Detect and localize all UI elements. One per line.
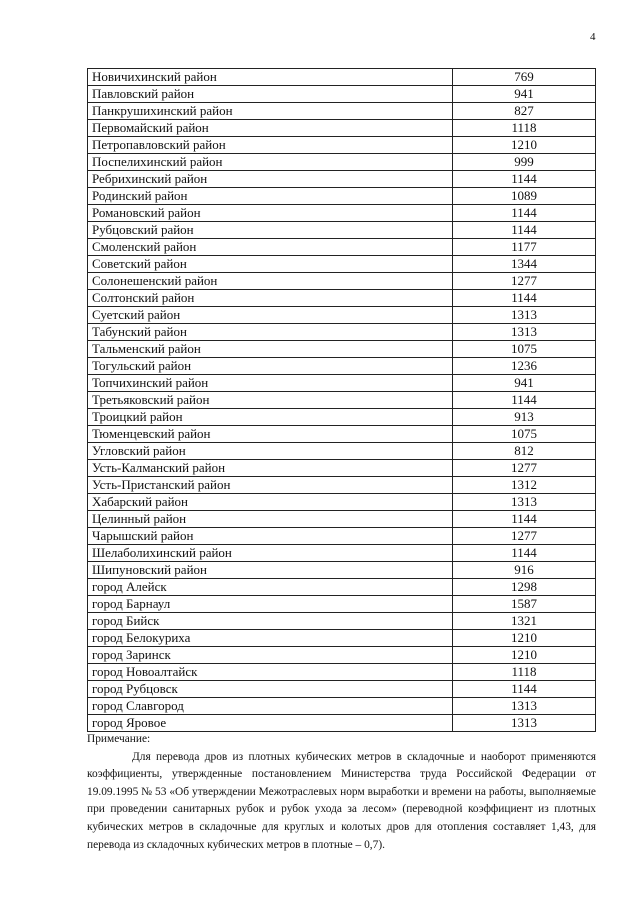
district-value-cell: 1313 (453, 715, 596, 732)
district-name-cell: Смоленский район (88, 239, 453, 256)
district-value-cell: 916 (453, 562, 596, 579)
district-name-cell: город Яровое (88, 715, 453, 732)
district-value-cell: 999 (453, 154, 596, 171)
district-value-cell: 1144 (453, 681, 596, 698)
note-title: Примечание: (87, 733, 151, 745)
table-row (88, 375, 596, 392)
table-row (88, 392, 596, 409)
table-row (88, 409, 596, 426)
table-row (88, 664, 596, 681)
district-value-cell: 1344 (453, 256, 596, 273)
district-name-cell: город Новоалтайск (88, 664, 453, 681)
district-name-cell: Троицкий район (88, 409, 453, 426)
district-name-cell: Усть-Калманский район (88, 460, 453, 477)
table-row (88, 205, 596, 222)
district-value-cell: 1321 (453, 613, 596, 630)
table-row (88, 103, 596, 120)
table-row (88, 69, 596, 86)
district-name-cell: Поспелихинский район (88, 154, 453, 171)
district-name-cell: Суетский район (88, 307, 453, 324)
district-name-cell: город Бийск (88, 613, 453, 630)
table-row (88, 137, 596, 154)
district-value-cell: 1277 (453, 273, 596, 290)
district-name-cell: Третьяковский район (88, 392, 453, 409)
district-name-cell: город Славгород (88, 698, 453, 715)
table-row (88, 273, 596, 290)
district-name-cell: Петропавловский район (88, 137, 453, 154)
table-row (88, 426, 596, 443)
district-name-cell: Табунский район (88, 324, 453, 341)
note-section (87, 731, 596, 854)
table-row (88, 222, 596, 239)
district-value-cell: 1144 (453, 171, 596, 188)
district-value-cell: 1144 (453, 392, 596, 409)
district-value-cell: 1144 (453, 205, 596, 222)
table-row (88, 86, 596, 103)
table-row (88, 324, 596, 341)
district-value-cell: 1587 (453, 596, 596, 613)
table-row (88, 120, 596, 137)
district-value-cell: 1210 (453, 647, 596, 664)
district-name-cell: Топчихинский район (88, 375, 453, 392)
table-row (88, 239, 596, 256)
table-row (88, 681, 596, 698)
table-row (88, 341, 596, 358)
district-name-cell: Чарышский район (88, 528, 453, 545)
district-value-cell: 1210 (453, 137, 596, 154)
district-value-cell: 1313 (453, 307, 596, 324)
table-row (88, 630, 596, 647)
table-row (88, 307, 596, 324)
table-row (88, 256, 596, 273)
table-row (88, 494, 596, 511)
district-value-cell: 1144 (453, 511, 596, 528)
district-name-cell: город Алейск (88, 579, 453, 596)
district-value-cell: 1118 (453, 120, 596, 137)
district-name-cell: Тюменцевский район (88, 426, 453, 443)
district-value-cell: 1313 (453, 324, 596, 341)
district-value-cell: 812 (453, 443, 596, 460)
table-body (88, 69, 596, 732)
district-value-cell: 1075 (453, 426, 596, 443)
district-value-cell: 1177 (453, 239, 596, 256)
district-name-cell: Целинный район (88, 511, 453, 528)
table-row (88, 171, 596, 188)
table-row (88, 596, 596, 613)
district-value-cell: 1210 (453, 630, 596, 647)
district-name-cell: Хабарский район (88, 494, 453, 511)
district-price-table (87, 68, 596, 732)
district-value-cell: 1277 (453, 460, 596, 477)
district-name-cell: Шелаболихинский район (88, 545, 453, 562)
table-row (88, 715, 596, 732)
district-name-cell: Павловский район (88, 86, 453, 103)
note-body: Для перевода дров из плотных кубических метров в складочные и наоборот применяются коэффициенты, утвержденные постановлением Министерства труда Российской Федерации от 19.09.1995 № 53 «Об утверждении Межотраслевых норм выработки и времени на работы, выполняемые при проведении санитарных рубок и рубок ухода за лесом» (переводной коэффициент из плотных кубических метров в складочные для круглых и колотых дров для отопления составляет 1,43, для перевода из складочных кубических метров в плотные – 0,7). (87, 750, 596, 851)
page-number: 4 (590, 31, 596, 43)
table-row (88, 613, 596, 630)
district-name-cell: Солтонский район (88, 290, 453, 307)
table-row (88, 545, 596, 562)
table-row (88, 528, 596, 545)
table-row (88, 477, 596, 494)
table-row (88, 290, 596, 307)
district-value-cell: 1277 (453, 528, 596, 545)
district-name-cell: Новичихинский район (88, 69, 453, 86)
district-name-cell: Шипуновский район (88, 562, 453, 579)
district-value-cell: 1089 (453, 188, 596, 205)
district-value-cell: 1312 (453, 477, 596, 494)
district-name-cell: город Белокуриха (88, 630, 453, 647)
district-value-cell: 1144 (453, 545, 596, 562)
district-value-cell: 941 (453, 86, 596, 103)
district-value-cell: 1144 (453, 290, 596, 307)
district-value-cell: 1075 (453, 341, 596, 358)
district-value-cell: 1144 (453, 222, 596, 239)
district-value-cell: 1118 (453, 664, 596, 681)
table-row (88, 511, 596, 528)
district-value-cell: 769 (453, 69, 596, 86)
district-value-cell: 1313 (453, 698, 596, 715)
district-name-cell: Советский район (88, 256, 453, 273)
table-row (88, 188, 596, 205)
district-name-cell: Рубцовский район (88, 222, 453, 239)
district-name-cell: Родинский район (88, 188, 453, 205)
district-name-cell: Усть-Пристанский район (88, 477, 453, 494)
table-row (88, 358, 596, 375)
district-name-cell: Тогульский район (88, 358, 453, 375)
table-row (88, 562, 596, 579)
district-value-cell: 1236 (453, 358, 596, 375)
district-value-cell: 827 (453, 103, 596, 120)
table-row (88, 460, 596, 477)
district-value-cell: 1313 (453, 494, 596, 511)
district-name-cell: Панкрушихинский район (88, 103, 453, 120)
district-name-cell: город Заринск (88, 647, 453, 664)
district-value-cell: 913 (453, 409, 596, 426)
district-name-cell: Ребрихинский район (88, 171, 453, 188)
district-value-cell: 1298 (453, 579, 596, 596)
table-row (88, 579, 596, 596)
district-name-cell: Солонешенский район (88, 273, 453, 290)
district-name-cell: город Барнаул (88, 596, 453, 613)
district-value-cell: 941 (453, 375, 596, 392)
district-name-cell: Тальменский район (88, 341, 453, 358)
table-row (88, 443, 596, 460)
table-row (88, 698, 596, 715)
district-name-cell: город Рубцовск (88, 681, 453, 698)
district-name-cell: Угловский район (88, 443, 453, 460)
table-row (88, 154, 596, 171)
district-name-cell: Романовский район (88, 205, 453, 222)
table-row (88, 647, 596, 664)
district-name-cell: Первомайский район (88, 120, 453, 137)
